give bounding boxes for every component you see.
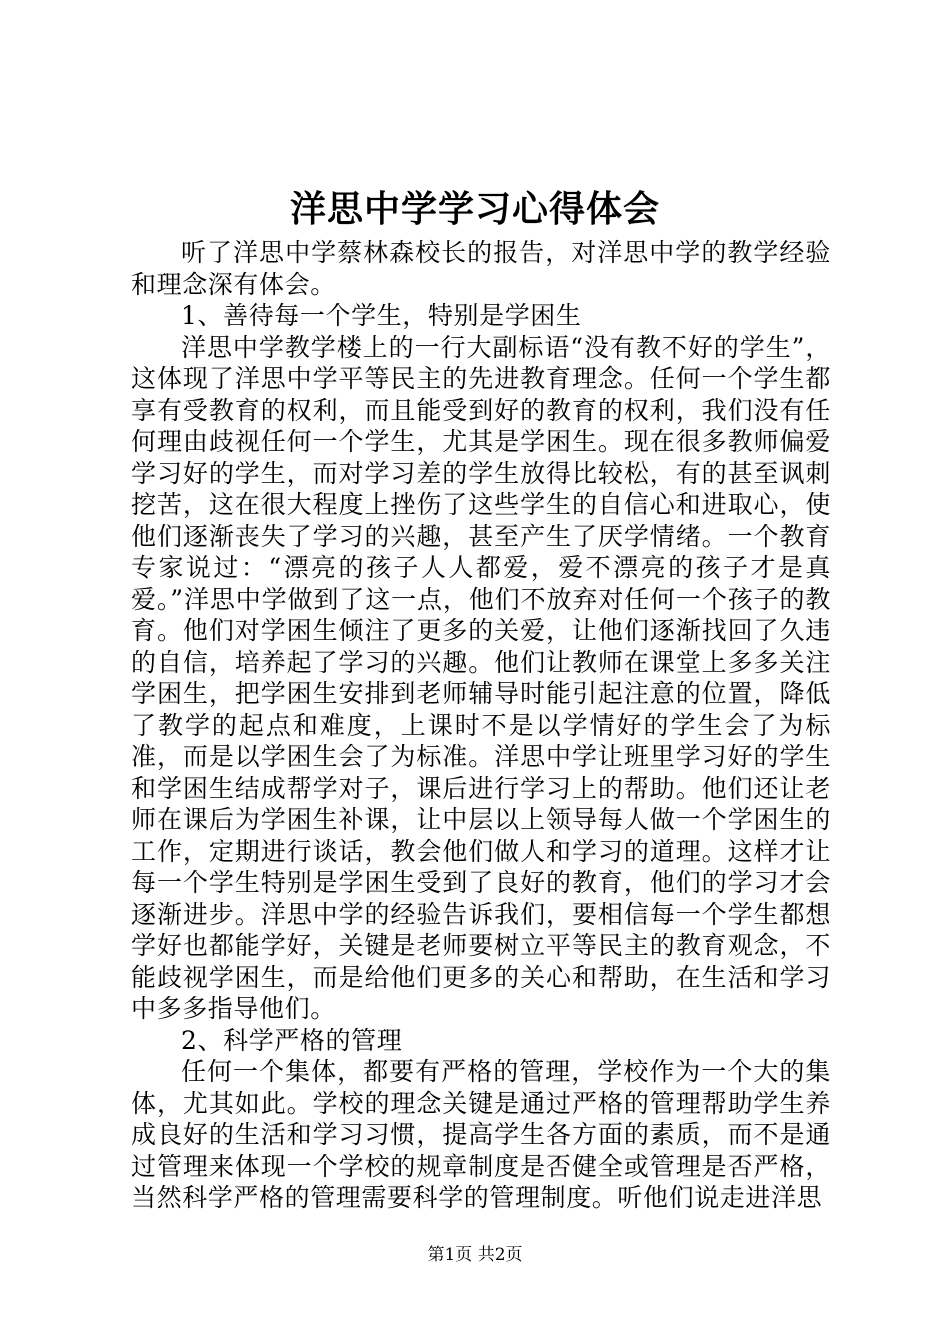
- page-number-footer: 第1页 共2页: [427, 1245, 523, 1265]
- section-2-paragraph: 任何一个集体，都要有严格的管理，学校作为一个大的集体，尤其如此。学校的理念关键是通过严格的管理帮助学生养成良好的生活和学习习惯，提高学生各方面的素质，而不是通过管理来体现一个学校的规章制度是否健全或管理是否严格，当然科学严格的管理需要科学的管理制度。听他们说走进洋思: [131, 1057, 831, 1212]
- section-1-heading: 1、善待每一个学生，特别是学困生: [181, 301, 582, 330]
- document-body: [131, 237, 831, 1214]
- intro-paragraph: 听了洋思中学蔡林森校长的报告，对洋思中学的教学经验和理念深有体会。: [131, 238, 831, 299]
- document-title: 洋思中学学习心得体会: [289, 188, 660, 230]
- section-2-heading: 2、科学严格的管理: [181, 1025, 403, 1055]
- section-1-paragraph: 洋思中学教学楼上的一行大副标语“没有教不好的学生”，这体现了洋思中学平等民主的先进教育理念。任何一个学生都享有受教育的权利，而且能受到好的教育的权利，我们没有任何理由歧视任何一个学生，尤其是学困生。现在很多教师偏爱学习好的学生，而对学习差的学生放得比较松，有的甚至讽刺挖苦，这在很大程度上挫伤了这些学生的自信心和进取心，使他们逐渐丧失了学习的兴趣，甚至产生了厌学情绪。一个教育专家说过：“漂亮的孩子人人都爱，爱不漂亮的孩子才是真爱。”洋思中学做到了这一点，他们不放弃对任何一个孩子的教育。他们对学困生倾注了更多的关爱，让他们逐渐找回了久违的自信，培养起了学习的兴趣。他们让教师在课堂上多多关注学困生，把学困生安排到老师辅导时能引起注意的位置，降低了教学的起点和难度，上课时不是以学情好的学生会了为标准，而是以学困生会了为标准。洋思中学让班里学习好的学生和学困生结成帮学对子，课后进行学习上的帮助。他们还让老师在课后为学困生补课，让中层以上领导每人做一个学困生的工作，定期进行谈话，教会他们做人和学习的道理。这样才让每一个学生特别是学困生受到了良好的教育，他们的学习才会逐渐进步。洋思中学的经验告诉我们，要相信每一个学生都想学好也都能学好，关键是老师要树立平等民主的教育观念，不能歧视学困生，而是给他们更多的关心和帮助，在生活和学习中多多指导他们。: [131, 332, 831, 1023]
